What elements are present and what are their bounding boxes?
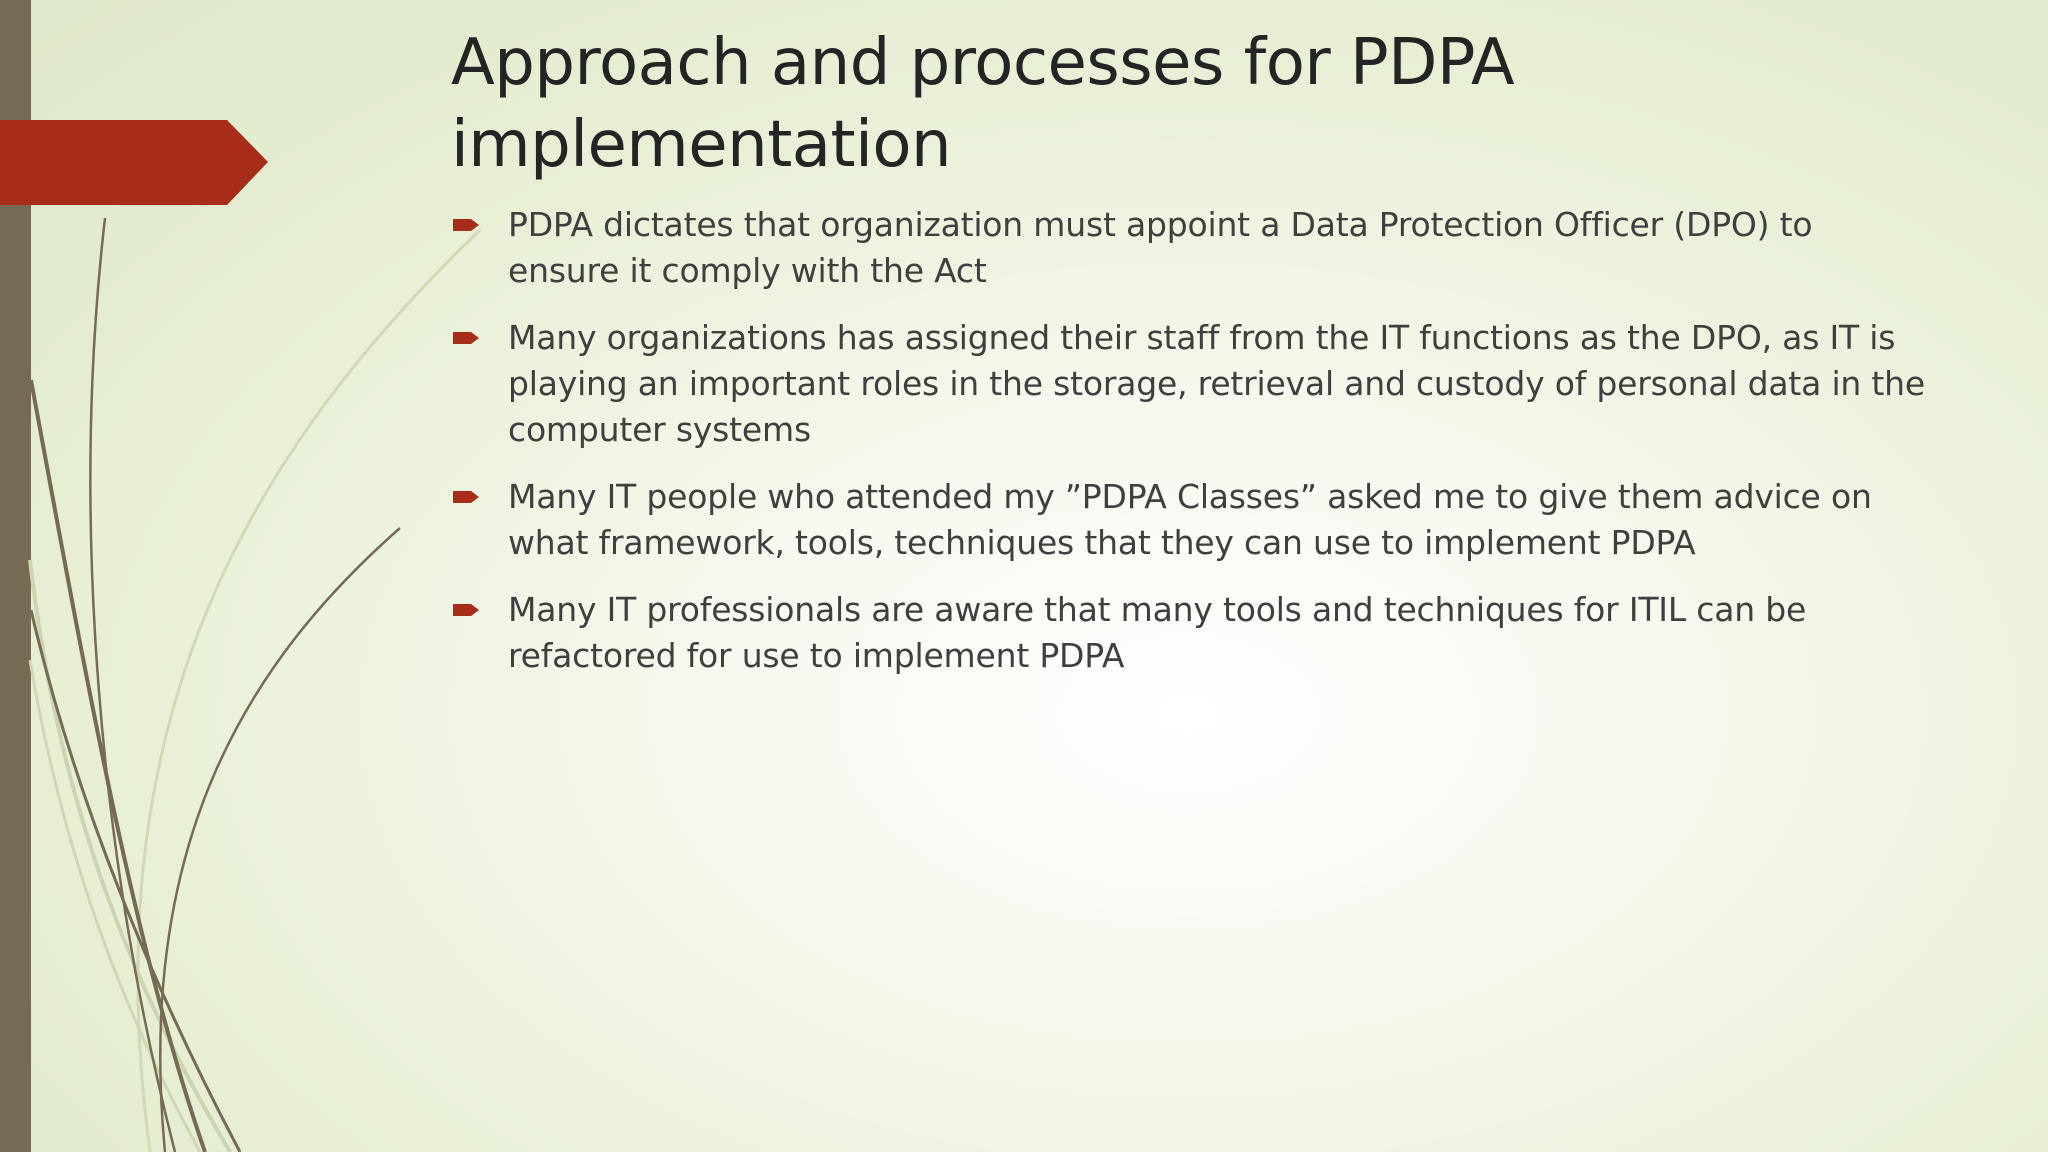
arrow-bullet-icon — [453, 216, 480, 234]
bullet-text: Many IT people who attended my ”PDPA Classes” asked me to give them advice on what framework, tools, techniques that they can use to implement PDPA — [508, 477, 1872, 562]
arrow-bullet-icon — [453, 329, 480, 347]
arrow-bullet-icon — [453, 488, 480, 506]
bullet-item — [451, 474, 1931, 566]
bullet-text: Many IT professionals are aware that many tools and techniques for ITIL can be refactored for use to implement PDPA — [508, 590, 1807, 675]
bullet-list — [451, 202, 1931, 700]
bullet-item — [451, 587, 1931, 679]
bullet-text: Many organizations has assigned their staff from the IT functions as the DPO, as IT is playing an important roles in the storage, retrieval and custody of personal data in the computer systems — [508, 318, 1925, 449]
slide-title: Approach and processes for PDPA implementation — [451, 26, 1515, 182]
arrow-bullet-icon — [453, 601, 480, 619]
accent-arrow-shape — [0, 120, 268, 205]
bullet-item — [451, 315, 1931, 453]
bullet-item — [451, 202, 1931, 294]
bullet-text: PDPA dictates that organization must appoint a Data Protection Officer (DPO) to ensure it comply with the Act — [508, 205, 1813, 290]
